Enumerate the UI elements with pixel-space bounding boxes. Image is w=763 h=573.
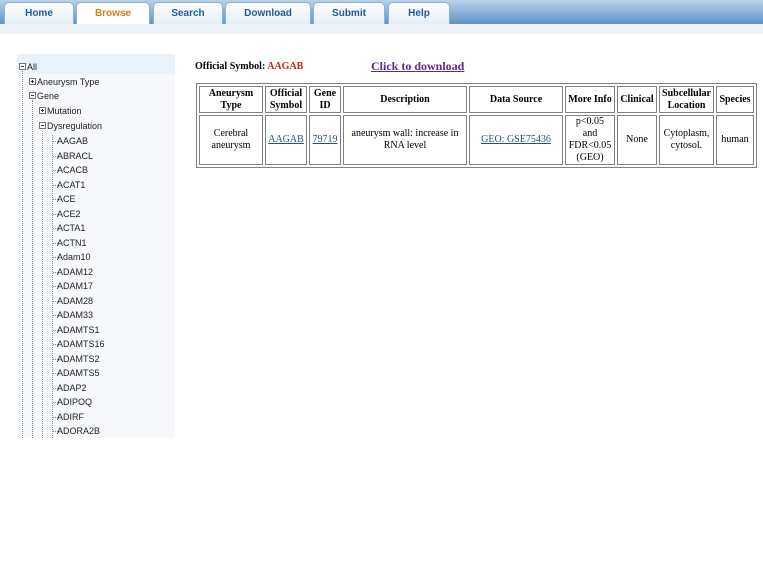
- tree-leaf-gene[interactable]: ACE2: [57, 208, 81, 219]
- tree-leaf-gene[interactable]: ACAT1: [57, 179, 86, 190]
- cell-description: aneurysm wall: increase in RNA level: [343, 115, 467, 165]
- tree-node-all[interactable]: All: [27, 62, 38, 72]
- tree-leaf-gene[interactable]: ADIRF: [57, 411, 84, 422]
- tree-node-aneurysm-type[interactable]: Aneurysm Type: [37, 77, 100, 87]
- tab-browse[interactable]: Browse: [76, 2, 150, 25]
- tree-leaf-gene[interactable]: ADAM17: [57, 281, 94, 291]
- col-header: Gene ID: [309, 86, 341, 113]
- tree-leaf-gene[interactable]: Adam10: [57, 252, 91, 262]
- subheader-band: [0, 24, 763, 34]
- expand-icon[interactable]: [39, 107, 46, 114]
- tree-leaf-gene[interactable]: ACTA1: [57, 223, 86, 233]
- tree-root-highlight: [17, 54, 175, 74]
- col-header: Aneurysm Type: [199, 86, 263, 113]
- tree-leaf-gene[interactable]: ADAP2: [57, 382, 87, 393]
- tree-leaf-gene[interactable]: ADORA2B: [57, 426, 101, 436]
- official-symbol-line: [195, 61, 303, 72]
- tree-line-gene: [32, 100, 33, 438]
- cell-species: human: [716, 115, 754, 165]
- col-header: Clinical: [617, 86, 657, 113]
- tree-leaf-gene[interactable]: AAGAB: [57, 136, 89, 146]
- tree-leaf-gene[interactable]: ACE: [57, 194, 76, 204]
- tree-leaf-gene[interactable]: ADIPOQ: [57, 397, 93, 407]
- tab-submit[interactable]: Submit: [313, 2, 385, 24]
- cell-subcellular-location: Cytoplasm, cytosol.: [659, 115, 714, 165]
- tab-search[interactable]: Search: [153, 2, 223, 24]
- tree-node-gene[interactable]: Gene: [37, 91, 60, 101]
- cell-official-symbol-link[interactable]: AAGAB: [265, 115, 307, 165]
- collapse-icon[interactable]: [19, 63, 26, 70]
- tree-leaf-gene[interactable]: ADAM28: [57, 295, 94, 306]
- tree-leaf-gene[interactable]: ADAMTS2: [57, 353, 100, 364]
- col-header: Description: [343, 86, 467, 113]
- tree-leaf-gene[interactable]: ADAMTS1: [57, 324, 100, 335]
- col-header: Species: [716, 86, 754, 113]
- official-symbol-label: Official Symbol:: [195, 61, 266, 72]
- tree-leaf-gene[interactable]: ADAMTS16: [57, 339, 105, 349]
- cell-gene-id-link[interactable]: 79719: [309, 115, 341, 165]
- col-header: More Info: [565, 86, 615, 113]
- collapse-icon[interactable]: [29, 92, 36, 99]
- download-link[interactable]: Click to download: [371, 59, 465, 73]
- tab-home[interactable]: Home: [4, 2, 74, 24]
- tab-help[interactable]: Help: [388, 2, 450, 24]
- tree-leaf-gene[interactable]: ABRACL: [57, 150, 94, 161]
- tree-leaf-gene[interactable]: ACTN1: [57, 237, 87, 248]
- tree-leaf-gene[interactable]: ACACB: [57, 165, 89, 175]
- col-header: Official Symbol: [265, 86, 307, 113]
- cell-data-source-link[interactable]: GEO: GSE75436: [469, 115, 563, 165]
- tree-leaf-gene[interactable]: ADAMTS5: [57, 368, 100, 378]
- col-header: Data Source: [469, 86, 563, 113]
- cell-more-info: p<0.05 and FDR<0.05 (GEO): [565, 115, 615, 165]
- cell-clinical: None: [617, 115, 657, 165]
- result-table: [196, 83, 757, 168]
- tree-line-dysregulation: [42, 131, 43, 438]
- tree-leaf-gene[interactable]: ADAM12: [57, 266, 94, 277]
- cell-aneurysm-type: Cerebral aneurysm: [199, 115, 263, 165]
- tree-node-mutation[interactable]: Mutation: [47, 106, 82, 116]
- tree-node-dysregulation[interactable]: Dysregulation: [47, 121, 103, 131]
- official-symbol-value: AAGAB: [267, 61, 304, 72]
- tree-panel: [17, 54, 175, 438]
- tree-leaf-gene[interactable]: ADAM33: [57, 310, 94, 320]
- top-nav-bar: [0, 0, 763, 24]
- tab-download[interactable]: Download: [225, 2, 311, 24]
- table-row: [199, 115, 754, 165]
- table-header-row: [199, 86, 754, 113]
- tree-line-root: [22, 67, 23, 438]
- expand-icon[interactable]: [29, 78, 36, 85]
- col-header: Subcellular Location: [659, 86, 714, 113]
- collapse-icon[interactable]: [39, 122, 46, 129]
